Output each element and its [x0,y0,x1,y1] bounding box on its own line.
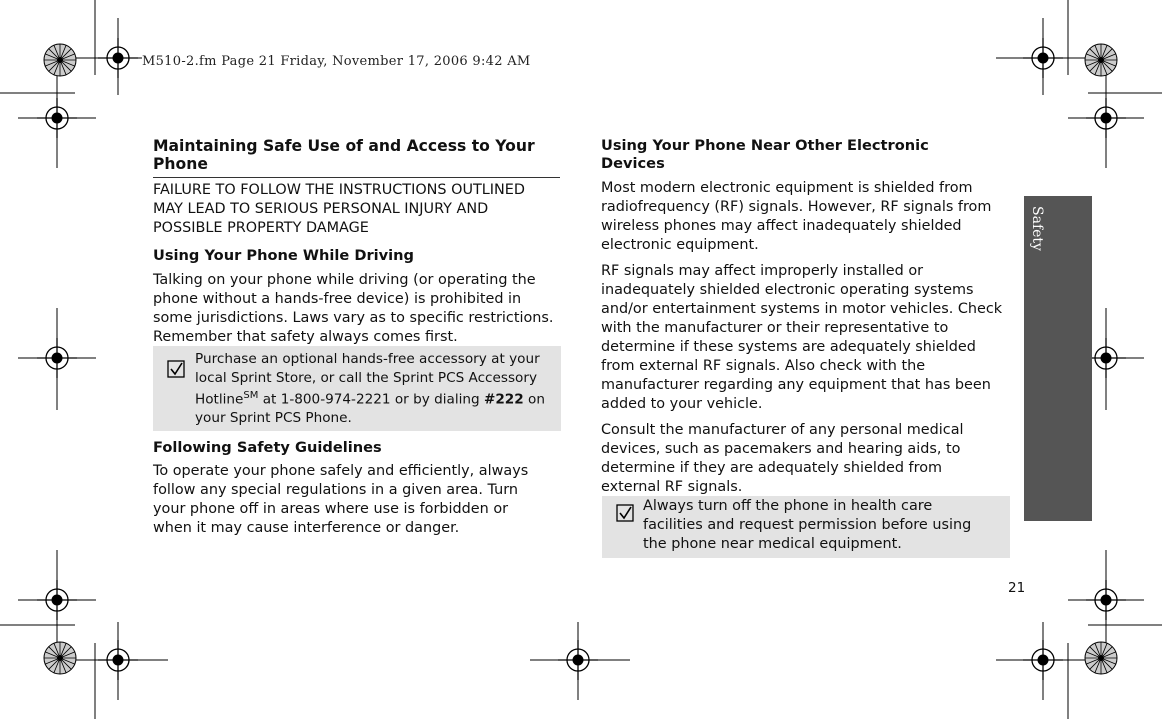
left-column [153,137,561,173]
paragraph-3: Consult the manufacturer of any personal medical devices, such as pacemakers and hearing aids, to determine if they are adequately shielded from external RF signals. [601,422,964,495]
note-box-hands-free [153,346,561,431]
paragraph-2: RF signals may affect improperly installed or inadequately shielded electronic operating systems and/or entertainment systems in motor vehicles. Check with the manufacturer or their representative to determine if these systems are adequately shielded from external RF signals. Also check with the manufacturer regarding any equipment that has been added to your vehicle. [601,263,1003,412]
guidelines-text: To operate your phone safely and efficiently, always follow any special regulations in a given area. Turn your phone off in areas where use is forbidden or when it may cause interference or danger. [153,463,529,536]
print-header: M510-2.fm Page 21 Friday, November 17, 2006 9:42 AM [142,54,531,69]
note-text: Always turn off the phone in health care facilities and request permission before using the phone near medical equipment. [643,498,972,552]
service-mark: SM [243,390,259,401]
guidelines-block [153,438,561,538]
dial-code: #222 [483,391,524,408]
note-text-part: Purchase an optional hands-free accessory at your local Sprint Store, or call the Sprint PCS Accessory Hotline [195,351,540,408]
checkmark-icon [616,504,634,522]
warning-text: FAILURE TO FOLLOW THE INSTRUCTIONS OUTLINED MAY LEAD TO SERIOUS PERSONAL INJURY AND POSSIBLE PROPERTY DAMAGE [153,182,525,236]
note-text [195,350,557,428]
heading-rule [153,177,560,178]
driving-heading: Using Your Phone While Driving [153,247,414,264]
checkmark-icon [167,360,185,378]
note-text-part: on your Sprint PCS Phone. [195,391,545,427]
left-column-body [153,181,561,347]
section-heading: Maintaining Safe Use of and Access to Your Phone [153,137,535,173]
driving-text: Talking on your phone while driving (or operating the phone without a hands-free device) is prohibited in some jurisdictions. Laws vary as to specific restrictions. Remember that safety always comes first. [153,272,554,345]
note-box-medical [602,496,1010,558]
page-number: 21 [1008,580,1026,596]
section-tab-label: Safety [1029,206,1045,251]
right-column [601,137,1009,497]
section-heading-electronics: Using Your Phone Near Other Electronic Devices [601,137,929,172]
note-text-part: at 1-800-974-2221 or by dialing [258,391,484,408]
guidelines-heading: Following Safety Guidelines [153,439,382,456]
paragraph-1: Most modern electronic equipment is shielded from radiofrequency (RF) signals. However, RF signals from wireless phones may affect inadequately shielded electronic equipment. [601,180,992,253]
